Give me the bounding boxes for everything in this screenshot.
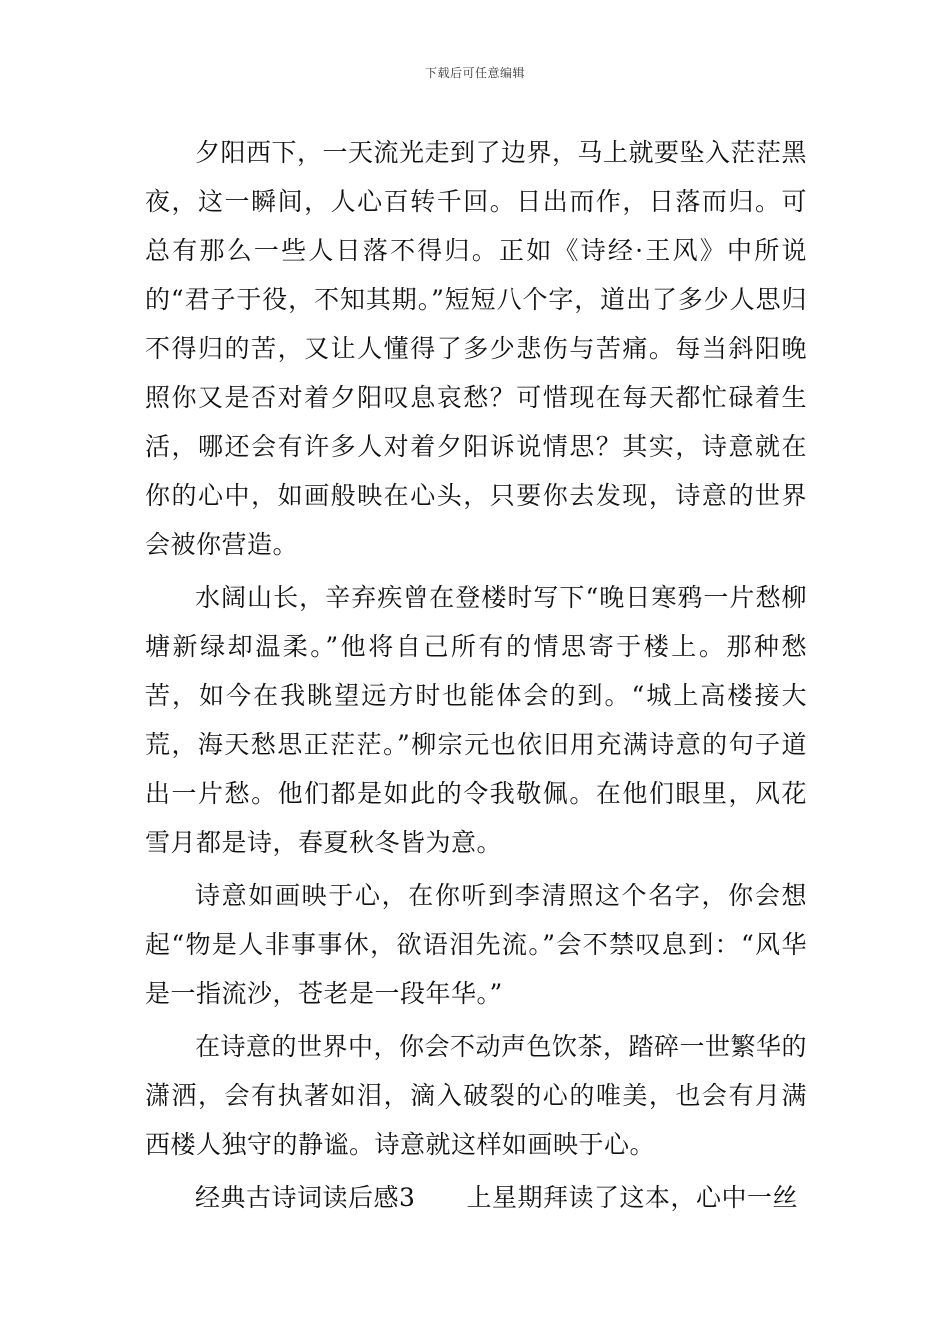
section-heading-line (145, 1173, 807, 1222)
paragraph-4: 在诗意的世界中，你会不动声色饮茶，踏碎一世繁华的潇洒，会有执著如泪，滴入破裂的心的唯美，也会有月满西楼人独守的静谧。诗意就这样如画映于心。 (145, 1032, 808, 1159)
paragraph-1: 夕阳西下，一天流光走到了边界，马上就要坠入茫茫黑夜，这一瞬间，人心百转千回。日出而作，日落而归。可总有那么一些人日落不得归。正如《诗经·王风》中所说的“君子于役，不知其期。”短短八个字，道出了多少人思归不得归的苦，又让人懂得了多少悲伤与苦痛。每当斜阳晚照你又是否对着夕阳叹息哀愁？可惜现在每天都忙碌着生活，哪还会有许多人对着夕阳诉说情思？其实，诗意就在你的心中，如画般映在心头，只要你去发现，诗意的世界会被你营造。 (145, 138, 808, 559)
section-title: 经典古诗词读后感3 (195, 1183, 416, 1212)
section-continuation: 上星期拜读了这本，心中一丝 (466, 1183, 798, 1212)
document-body (145, 128, 807, 1226)
paragraph-3: 诗意如画映于心，在你听到李清照这个名字，你会想起“物是人非事事休，欲语泪先流。”会不禁叹息到：“风华是一指流沙，苍老是一段年华。” (145, 881, 807, 1008)
paragraph-2: 水阔山长，辛弃疾曾在登楼时写下“晚日寒鸦一片愁柳塘新绿却温柔。”他将自己所有的情思寄于楼上。那种愁苦，如今在我眺望远方时也能体会的到。“城上高楼接大荒，海天愁思正茫茫。”柳宗元也依旧用充满诗意的句子道出一片愁。他们都是如此的令我敬佩。在他们眼里，风花雪月都是诗，春夏秋冬皆为意。 (145, 583, 807, 857)
page-header: 下载后可任意编辑 (424, 66, 525, 80)
